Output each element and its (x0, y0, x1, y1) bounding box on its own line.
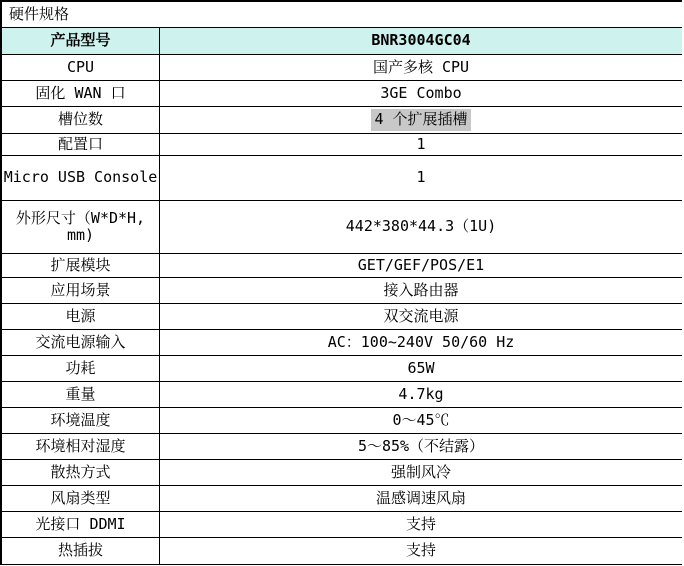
table-row-wan-port (2, 81, 682, 107)
label-slots: 槽位数 (2, 107, 160, 133)
value-ambient-temperature: 0～45℃ (392, 410, 450, 429)
table-row-power-supply (2, 304, 682, 330)
table-row-ddmi (2, 512, 682, 538)
value-cooling-method: 强制风冷 (390, 462, 451, 481)
value-ac-input: AC：100~240V 50/60 Hz (327, 332, 515, 351)
label-weight: 重量 (2, 382, 160, 407)
table-row-dimensions (2, 201, 682, 254)
table-title-row (2, 2, 682, 28)
table-row-config-port (2, 134, 682, 156)
value-wan-port: 3GE Combo (380, 83, 462, 102)
table-row-application-scenario (2, 278, 682, 304)
table-row-cooling-method (2, 460, 682, 486)
label-relative-humidity: 环境相对湿度 (2, 434, 160, 459)
header-label-product-model: 产品型号 (2, 28, 160, 54)
value-dimensions: 442*380*44.3（1U) (345, 217, 497, 236)
table-row-relative-humidity (2, 434, 682, 460)
value-weight: 4.7kg (398, 384, 444, 403)
value-cpu: 国产多核 CPU (372, 57, 470, 76)
value-slots (160, 107, 682, 133)
table-row-slots (2, 107, 682, 134)
label-ddmi: 光接口 DDMI (2, 512, 160, 537)
label-expansion-modules: 扩展模块 (2, 254, 160, 277)
label-config-port: 配置口 (2, 134, 160, 155)
label-dimensions (2, 201, 160, 253)
label-dimensions-line2: mm) (66, 226, 95, 244)
label-hot-swap: 热插拔 (2, 538, 160, 564)
table-row-power-consumption (2, 356, 682, 382)
value-hot-swap: 支持 (405, 541, 436, 560)
label-cooling-method: 散热方式 (2, 460, 160, 485)
value-application-scenario: 接入路由器 (383, 280, 459, 299)
label-application-scenario: 应用场景 (2, 278, 160, 303)
table-row-cpu (2, 55, 682, 81)
table-row-hot-swap (2, 538, 682, 565)
value-expansion-modules: GET/GEF/POS/E1 (357, 255, 485, 274)
label-ac-input: 交流电源输入 (2, 330, 160, 355)
label-ambient-temperature: 环境温度 (2, 408, 160, 433)
value-micro-usb-console: 1 (416, 168, 426, 187)
value-relative-humidity: 5～85%（不结露） (357, 436, 485, 455)
label-wan-port: 固化 WAN 口 (2, 81, 160, 106)
table-row-weight (2, 382, 682, 408)
table-row-fan-type (2, 486, 682, 512)
value-ddmi: 支持 (405, 514, 436, 533)
label-fan-type: 风扇类型 (2, 486, 160, 511)
table-row-micro-usb-console (2, 156, 682, 201)
value-power-supply: 双交流电源 (383, 306, 459, 325)
header-value-model-number: BNR3004GC04 (371, 31, 471, 50)
table-title: 硬件规格 (9, 4, 70, 23)
table-header-row (2, 28, 682, 55)
highlighted-text: 4 个扩展插槽 (371, 109, 470, 130)
value-power-consumption: 65W (407, 358, 435, 377)
label-power-supply: 电源 (2, 304, 160, 329)
label-micro-usb-console: Micro USB Console (2, 156, 160, 200)
table-row-expansion-modules (2, 254, 682, 278)
label-cpu: CPU (2, 55, 160, 80)
value-config-port: 1 (416, 134, 426, 153)
label-dimensions-line1: 外形尺寸（W*D*H, (15, 208, 146, 227)
table-row-ac-input (2, 330, 682, 356)
table-row-ambient-temperature (2, 408, 682, 434)
value-fan-type: 温感调速风扇 (375, 488, 466, 507)
label-power-consumption: 功耗 (2, 356, 160, 381)
